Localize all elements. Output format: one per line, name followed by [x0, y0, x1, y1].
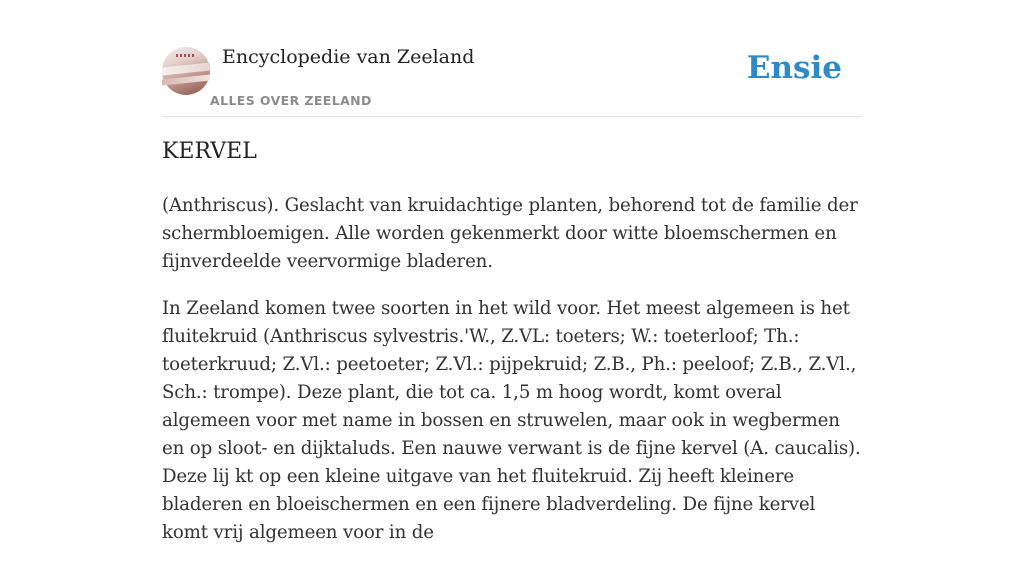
site-header	[162, 44, 862, 117]
site-title[interactable]: Encyclopedie van Zeeland	[222, 46, 475, 68]
site-logo[interactable]	[162, 47, 210, 95]
logo-detail	[162, 74, 210, 85]
logo-detail	[176, 54, 196, 57]
article-paragraph: (Anthriscus). Geslacht van kruidachtige planten, behorend tot de familie der schermbloemigen. Alle worden gekenmerkt door witte bloemschermen en fijnverdeelde veervormige bladeren.	[162, 195, 858, 272]
site-subtitle: ALLES OVER ZEELAND	[210, 93, 372, 108]
article-paragraph: In Zeeland komen twee soorten in het wild voor. Het meest algemeen is het fluitekruid (Anthriscus sylvestris.'W., Z.VL: toeters; W.: toeterloof; Th.: toeterkruud; Z.Vl.: peetoeter; Z.Vl.: pijpekruid; Z.B., Ph.: peeloof; Z.B., Z.Vl., Sch.: trompe). Deze plant, die tot ca. 1,5 m hoog wordt, komt overal algemeen voor met name in bossen en struwelen, maar ook in wegbermen en op sloot- en dijktaluds. Een nauwe verwant is de fijne kervel (A. caucalis). Deze lij kt op een kleine uitgave van het fluitekruid. Zij heeft kleinere bladeren en bloeischermen en een fijnere bladverdeling. De fijne kervel komt vrij algemeen voor in de	[162, 298, 861, 543]
article-body	[162, 192, 862, 566]
brand-logo-link[interactable]: Ensie	[746, 50, 842, 86]
article-title: KERVEL	[162, 139, 257, 164]
logo-detail	[162, 62, 210, 75]
